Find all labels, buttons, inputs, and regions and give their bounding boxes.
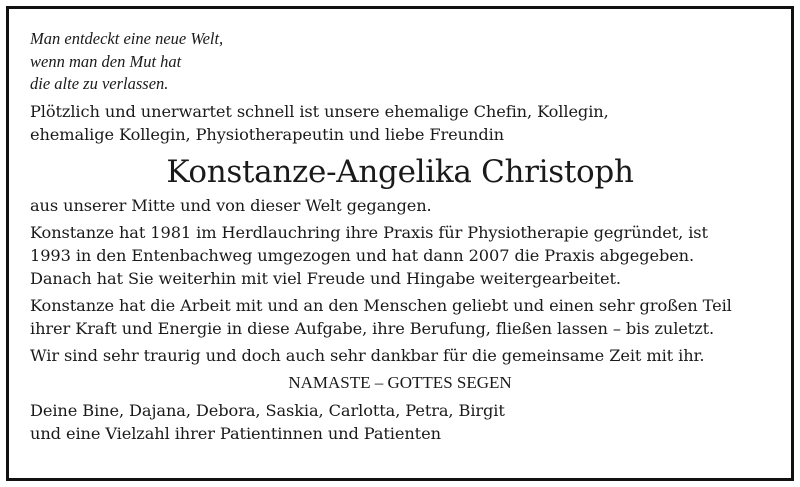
- biography-line: 1993 in den Entenbachweg umgezogen und hat dann 2007 die Praxis abgegeben.: [30, 245, 695, 265]
- obituary-frame: [6, 6, 794, 481]
- signatures: [30, 399, 770, 445]
- motto-quote: [30, 28, 770, 96]
- intro-paragraph: [30, 100, 770, 146]
- closing-blessing: NAMASTE – GOTTES SEGEN: [288, 372, 512, 392]
- intro-line: Plötzlich und unerwartet schnell ist unsere ehemalige Chefin, Kollegin,: [30, 101, 609, 121]
- biography-line: ihrer Kraft und Energie in diese Aufgabe, ihre Berufung, fließen lassen – bis zuletzt.: [30, 318, 715, 338]
- biography-paragraph-2: [30, 294, 770, 340]
- intro-line: ehemalige Kollegin, Physiotherapeutin und liebe Freundin: [30, 124, 504, 144]
- gratitude-paragraph: [30, 344, 770, 367]
- signature-line: Deine Bine, Dajana, Debora, Saskia, Carlotta, Petra, Birgit: [30, 400, 505, 420]
- motto-line: die alte zu verlassen.: [30, 74, 169, 93]
- biography-line: Konstanze hat die Arbeit mit und an den Menschen geliebt und einen sehr großen Teil: [30, 295, 732, 315]
- signature-line: und eine Vielzahl ihrer Patientinnen und Patienten: [30, 423, 441, 443]
- gratitude-line: Wir sind sehr traurig und doch auch sehr dankbar für die gemeinsame Zeit mit ihr.: [30, 345, 705, 365]
- biography-line: Konstanze hat 1981 im Herdlauchring ihre Praxis für Physiotherapie gegründet, ist: [30, 222, 708, 242]
- after-name-text: [30, 194, 770, 217]
- deceased-name: Konstanze-Angelika Christoph: [166, 153, 634, 190]
- motto-line: Man entdeckt eine neue Welt,: [30, 29, 224, 48]
- after-name-line: aus unserer Mitte und von dieser Welt gegangen.: [30, 195, 432, 215]
- biography-line: Danach hat Sie weiterhin mit viel Freude und Hingabe weitergearbeitet.: [30, 268, 621, 288]
- motto-line: wenn man den Mut hat: [30, 51, 182, 71]
- obituary-content: [30, 28, 770, 445]
- biography-paragraph-1: [30, 221, 770, 290]
